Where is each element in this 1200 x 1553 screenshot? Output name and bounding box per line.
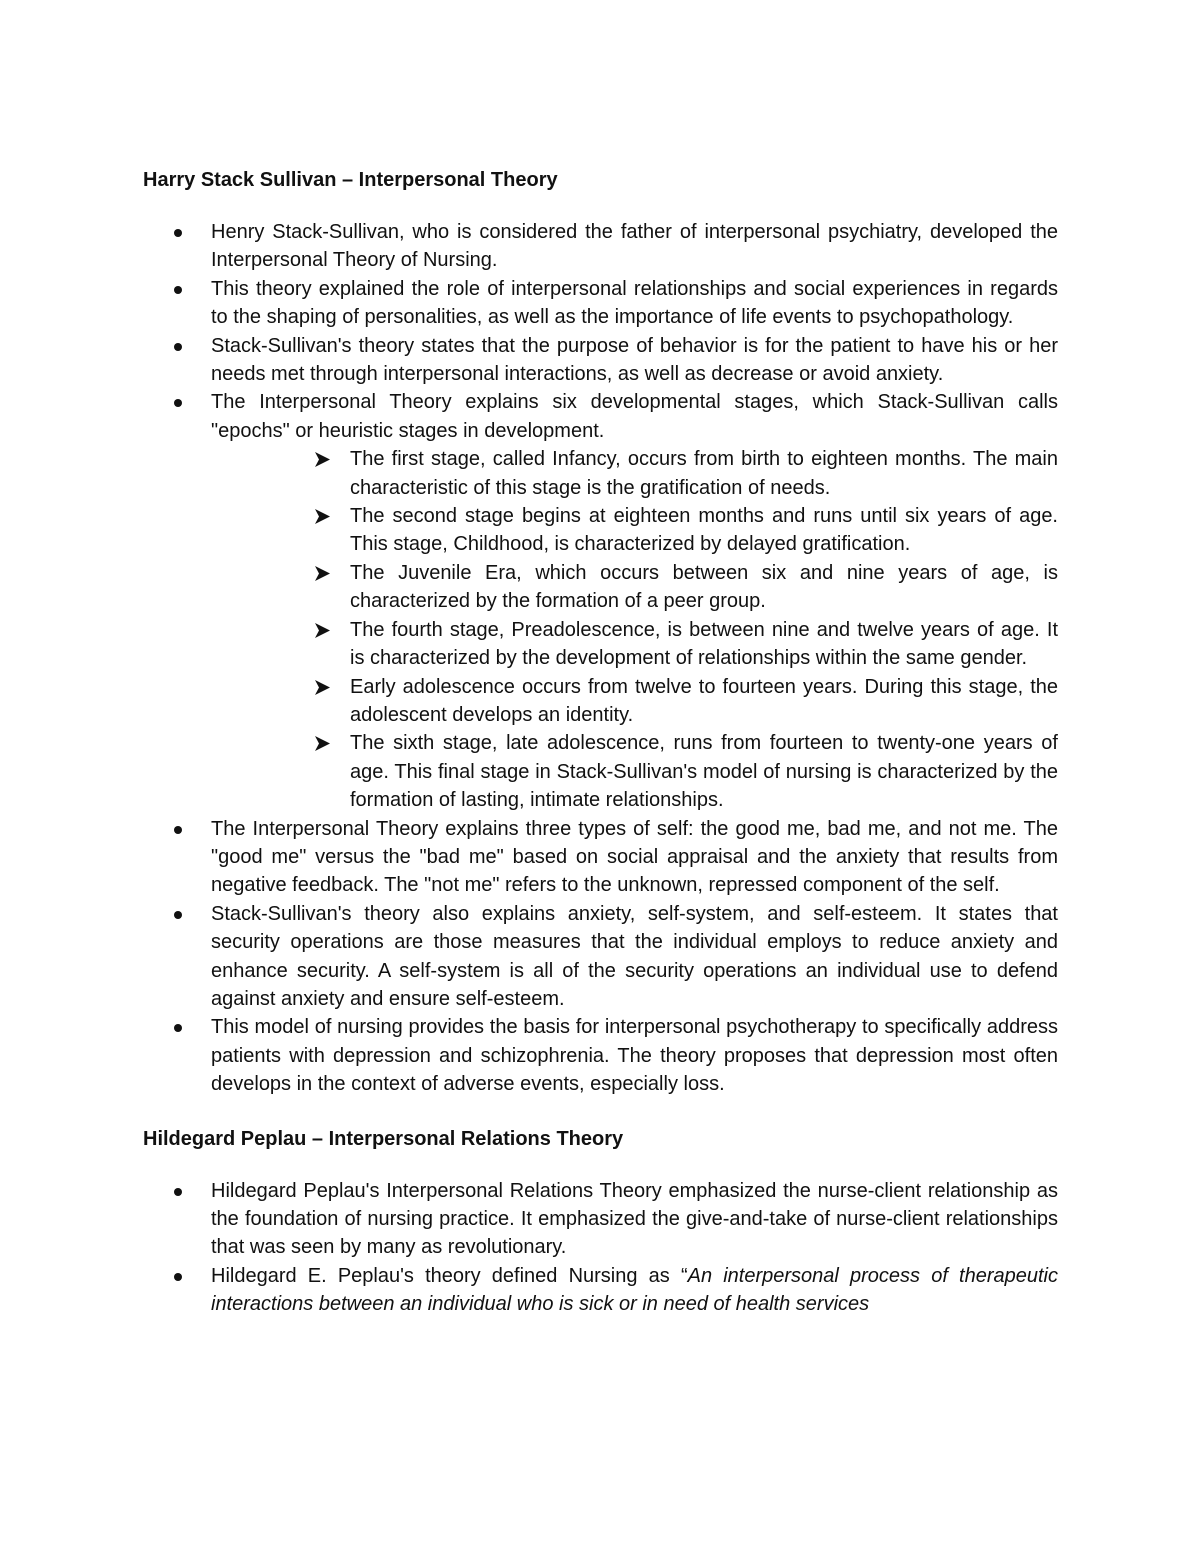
list-item	[143, 1177, 1058, 1262]
stage-item-text: The fourth stage, Preadolescence, is between nine and twelve years of age. It is characterized by the development of relationships within the same gender.	[350, 618, 1058, 670]
bullet-icon	[174, 826, 182, 834]
list-item-text: Stack-Sullivan's theory states that the purpose of behavior is for the patient to have his or her needs met through interpersonal interactions, as well as decrease or avoid anxiety.	[211, 334, 1058, 386]
list-item-text: This model of nursing provides the basis for interpersonal psychotherapy to specifically address patients with depression and schizophrenia. The theory proposes that depression most often develops in the context of adverse events, especially loss.	[211, 1016, 1058, 1096]
arrow-bullet-icon	[314, 623, 330, 638]
list-item	[143, 900, 1058, 1014]
arrow-bullet-icon	[314, 509, 330, 524]
stage-item	[211, 673, 1058, 730]
bullet-icon	[174, 343, 182, 351]
arrow-bullet-icon	[314, 736, 330, 751]
list-item	[143, 1262, 1058, 1319]
peplau-bullet-list	[143, 1177, 1058, 1319]
list-item-text: The Interpersonal Theory explains six developmental stages, which Stack-Sullivan calls "epochs" or heuristic stages in development.	[211, 391, 1058, 442]
arrow-bullet-icon	[314, 566, 330, 581]
list-item	[143, 218, 1058, 275]
section-heading-peplau: Hildegard Peplau – Interpersonal Relations Theory	[143, 1127, 624, 1150]
bullet-icon	[174, 1273, 182, 1281]
list-item-text: Stack-Sullivan's theory also explains anxiety, self-system, and self-esteem. It states that security operations are those measures that the individual employs to reduce anxiety and enhance security. A self-system is all of the security operations an individual use to defend against anxiety and ensure self-esteem.	[211, 902, 1058, 1010]
stage-item	[211, 616, 1058, 673]
arrow-bullet-icon	[314, 680, 330, 695]
list-item-text-lead: Hildegard E. Peplau's theory defined Nursing as “	[211, 1264, 688, 1287]
list-item	[143, 332, 1058, 389]
list-item-text-quote: An interpersonal process of therapeutic interactions between an individual who is sick or in need of health services	[211, 1264, 1058, 1316]
list-item	[143, 1013, 1058, 1098]
bullet-icon	[174, 911, 182, 919]
list-item	[143, 388, 1058, 814]
stage-item	[211, 729, 1058, 814]
document-content	[143, 166, 1058, 1319]
bullet-icon	[174, 229, 182, 237]
stage-item-text: The Juvenile Era, which occurs between six and nine years of age, is characterized by the formation of a peer group.	[350, 561, 1058, 613]
bullet-icon	[174, 1024, 182, 1032]
list-item-text: This theory explained the role of interpersonal relationships and social experiences in regards to the shaping of personalities, as well as the importance of life events to psychopathology.	[211, 277, 1058, 329]
list-item-text: Hildegard Peplau's Interpersonal Relations Theory emphasized the nurse-client relationship as the foundation of nursing practice. It emphasized the give-and-take of nurse-client relationships that was seen by many as revolutionary.	[211, 1179, 1058, 1259]
list-item	[143, 275, 1058, 332]
bullet-icon	[174, 399, 182, 407]
stage-item-text: The sixth stage, late adolescence, runs from fourteen to twenty-one years of age. This final stage in Stack-Sullivan's model of nursing is characterized by the formation of lasting, intimate relationships.	[350, 732, 1058, 812]
stage-item-text: The second stage begins at eighteen months and runs until six years of age. This stage, Childhood, is characterized by delayed gratification.	[350, 505, 1058, 556]
stage-item	[211, 445, 1058, 502]
stage-item	[211, 559, 1058, 616]
stage-item-text: Early adolescence occurs from twelve to fourteen years. During this stage, the adolescent develops an identity.	[350, 675, 1058, 726]
stage-item-text: The first stage, called Infancy, occurs from birth to eighteen months. The main characteristic of this stage is the gratification of needs.	[350, 448, 1058, 499]
stage-item	[211, 502, 1058, 559]
list-item	[143, 815, 1058, 900]
bullet-icon	[174, 286, 182, 294]
section-heading-sullivan: Harry Stack Sullivan – Interpersonal Theory	[143, 169, 558, 191]
stages-sublist	[279, 445, 1058, 814]
arrow-bullet-icon	[314, 452, 330, 467]
bullet-icon	[174, 1188, 182, 1196]
sullivan-bullet-list	[143, 218, 1058, 1099]
list-item-text: Henry Stack-Sullivan, who is considered the father of interpersonal psychiatry, developed the Interpersonal Theory of Nursing.	[211, 221, 1058, 272]
list-item-text: The Interpersonal Theory explains three types of self: the good me, bad me, and not me. The "good me" versus the "bad me" based on social appraisal and the anxiety that results from negative feedback. The "not me" refers to the unknown, repressed component of the self.	[211, 817, 1058, 897]
